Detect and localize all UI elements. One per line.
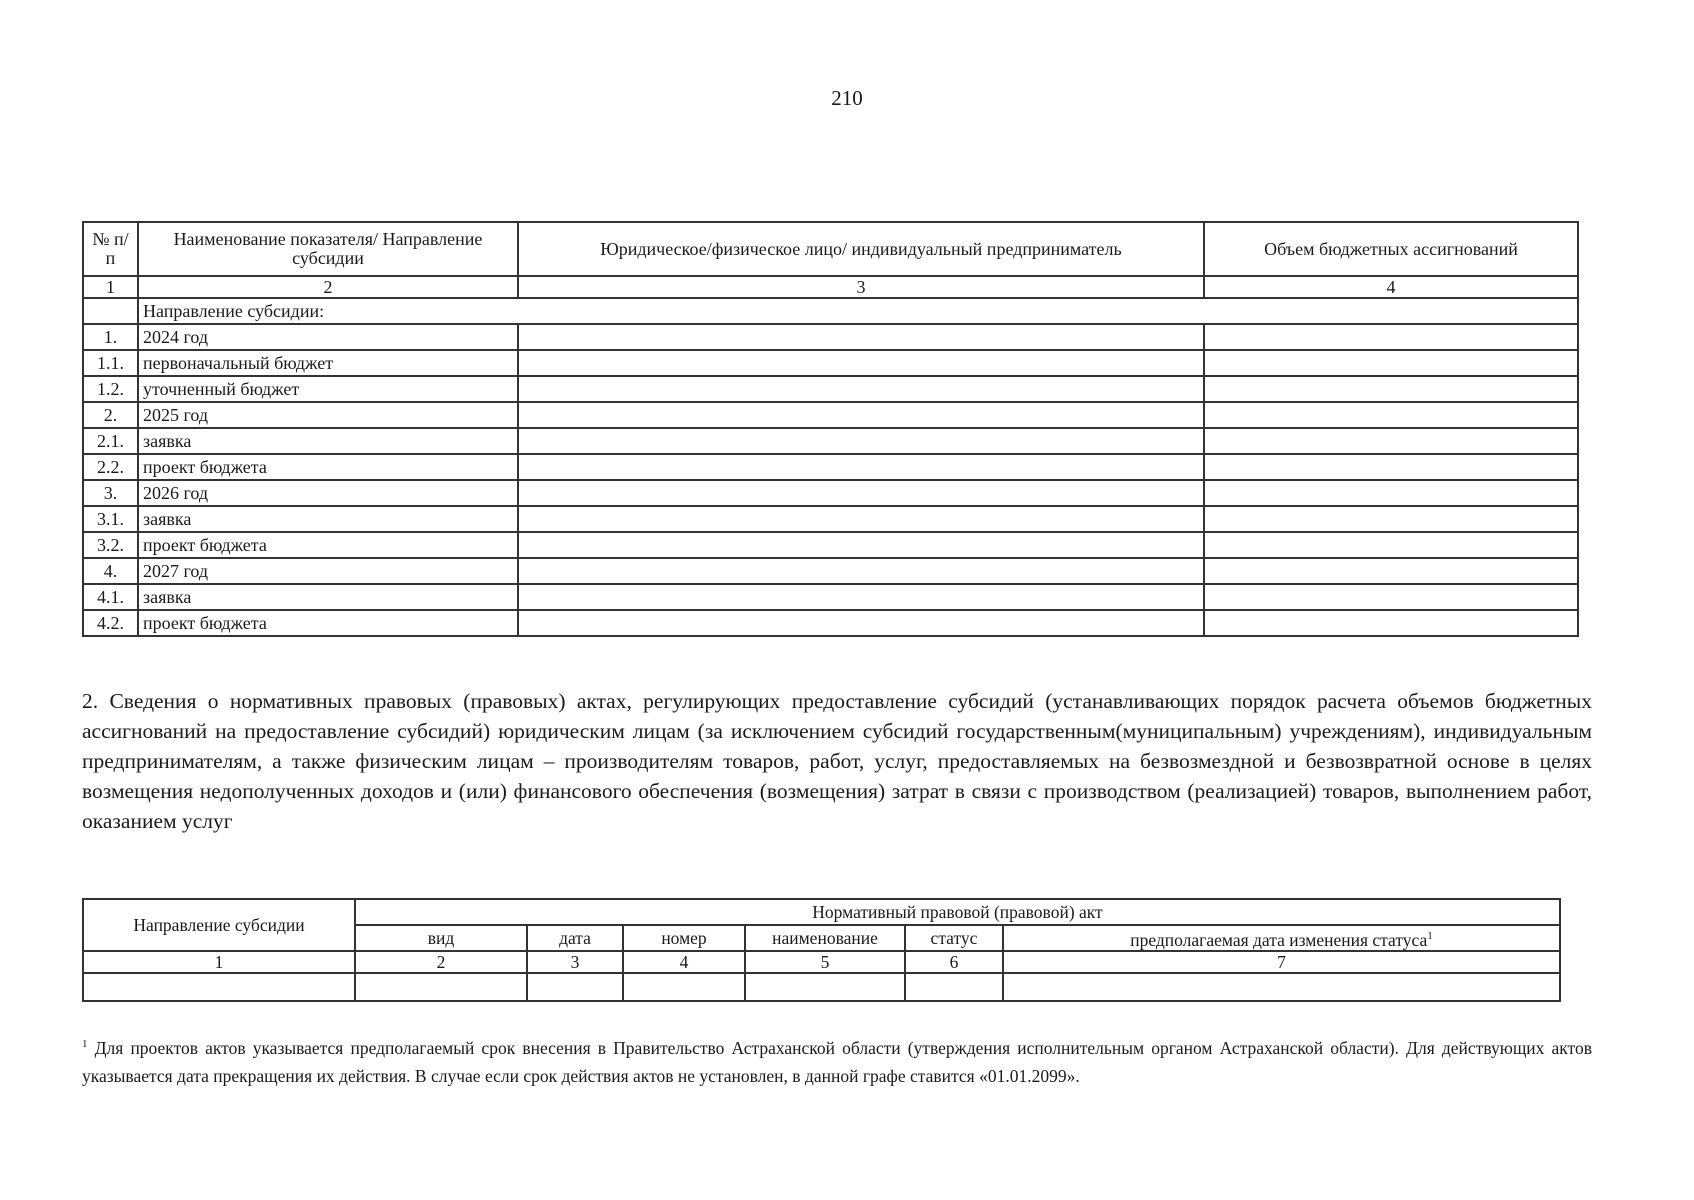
footnote: [82, 1030, 1592, 1090]
volume-cell: [1204, 506, 1578, 532]
row-label: 2026 год: [138, 480, 518, 506]
header-num: № п/п: [83, 222, 138, 276]
empty-cell: [527, 973, 623, 1001]
entity-cell: [518, 610, 1204, 636]
empty-cell: [623, 973, 745, 1001]
footnote-ref: 1: [1427, 930, 1433, 943]
table-row: [83, 402, 1578, 428]
volume-cell: [1204, 350, 1578, 376]
row-label: 2027 год: [138, 558, 518, 584]
row-label: первоначальный бюджет: [138, 350, 518, 376]
table-body: [83, 324, 1578, 636]
column-numbers-row: [83, 276, 1578, 298]
table-row: [83, 584, 1578, 610]
col-number: 4: [623, 951, 745, 973]
section-2-heading: 2. Сведения о нормативных правовых (правовых) актах, регулирующих предоставление субсидий (устанавливающих порядок расчета объемов бюджетных ассигнований на предоставление субсидий) юридическим лицам (за исключением субсидий государственным(муниципальным) учреждениям), индивидуальным предпринимателям, а также физическим лицам – производителям товаров, работ, услуг, предоставляемых на безвозмездной и безвозвратной основе в целях возмещения недополученных доходов и (или) финансового обеспечения (возмещения) затрат в связи с производством (реализацией) товаров, выполнением работ, оказанием услуг: [82, 689, 1592, 833]
table-row: [83, 532, 1578, 558]
row-number: 4.1.: [83, 584, 138, 610]
row-number: 1.: [83, 324, 138, 350]
entity-cell: [518, 402, 1204, 428]
row-label: 2025 год: [138, 402, 518, 428]
col-number: 6: [905, 951, 1003, 973]
header-entity: Юридическое/физическое лицо/ индивидуальный предприниматель: [518, 222, 1204, 276]
row-number: 1.1.: [83, 350, 138, 376]
row-number: 3.: [83, 480, 138, 506]
table-header-row: [83, 899, 1560, 925]
empty-cell: [83, 298, 138, 324]
table-row: [83, 506, 1578, 532]
header-status: статус: [905, 925, 1003, 951]
col-number: 1: [83, 951, 355, 973]
table-row: [83, 454, 1578, 480]
header-volume: Объем бюджетных ассигнований: [1204, 222, 1578, 276]
entity-cell: [518, 506, 1204, 532]
volume-cell: [1204, 584, 1578, 610]
header-name: Наименование показателя/ Направление субсидии: [138, 222, 518, 276]
col-number: 2: [138, 276, 518, 298]
table-row: [83, 610, 1578, 636]
row-label: уточненный бюджет: [138, 376, 518, 402]
entity-cell: [518, 532, 1204, 558]
row-label: проект бюджета: [138, 532, 518, 558]
table-row: [83, 558, 1578, 584]
row-label: проект бюджета: [138, 610, 518, 636]
entity-cell: [518, 480, 1204, 506]
col-number: 7: [1003, 951, 1560, 973]
footnote-marker: 1: [82, 1038, 88, 1050]
volume-cell: [1204, 532, 1578, 558]
row-number: 4.2.: [83, 610, 138, 636]
row-label: заявка: [138, 506, 518, 532]
entity-cell: [518, 376, 1204, 402]
header-direction: Направление субсидии: [83, 899, 355, 951]
row-label: заявка: [138, 428, 518, 454]
col-number: 2: [355, 951, 527, 973]
volume-cell: [1204, 480, 1578, 506]
volume-cell: [1204, 324, 1578, 350]
entity-cell: [518, 428, 1204, 454]
volume-cell: [1204, 454, 1578, 480]
legal-acts-table: [82, 898, 1561, 1002]
row-number: 2.2.: [83, 454, 138, 480]
volume-cell: [1204, 610, 1578, 636]
empty-cell: [355, 973, 527, 1001]
empty-cell: [83, 973, 355, 1001]
empty-cell: [1003, 973, 1560, 1001]
section-label: Направление субсидии:: [138, 298, 1578, 324]
col-number: 3: [518, 276, 1204, 298]
volume-cell: [1204, 558, 1578, 584]
row-label: проект бюджета: [138, 454, 518, 480]
header-expected-date: [1003, 925, 1560, 951]
volume-cell: [1204, 428, 1578, 454]
footnote-text: Для проектов актов указывается предполагаемый срок внесения в Правительство Астраханской области (утверждения исполнительным органом Астраханской области). Для действующих актов указывается дата прекращения их действия. В случае если срок действия актов не установлен, в данной графе ставится «01.01.2099».: [82, 1037, 1592, 1086]
expected-date-label: предполагаемая дата изменения статуса: [1130, 929, 1428, 950]
row-number: 1.2.: [83, 376, 138, 402]
row-number: 2.1.: [83, 428, 138, 454]
entity-cell: [518, 584, 1204, 610]
header-date: дата: [527, 925, 623, 951]
row-number: 4.: [83, 558, 138, 584]
header-kind: вид: [355, 925, 527, 951]
col-number: 5: [745, 951, 905, 973]
row-number: 3.2.: [83, 532, 138, 558]
col-number: 3: [527, 951, 623, 973]
entity-cell: [518, 454, 1204, 480]
table-row: [83, 324, 1578, 350]
column-numbers-row: [83, 951, 1560, 973]
col-number: 1: [83, 276, 138, 298]
volume-cell: [1204, 376, 1578, 402]
header-act-name: наименование: [745, 925, 905, 951]
row-number: 2.: [83, 402, 138, 428]
col-number: 4: [1204, 276, 1578, 298]
table-header-row: [83, 222, 1578, 276]
row-number: 3.1.: [83, 506, 138, 532]
entity-cell: [518, 558, 1204, 584]
table-row: [83, 428, 1578, 454]
table-row: [83, 376, 1578, 402]
row-label: 2024 год: [138, 324, 518, 350]
entity-cell: [518, 324, 1204, 350]
header-legal-act: Нормативный правовой (правовой) акт: [355, 899, 1560, 925]
header-number: номер: [623, 925, 745, 951]
table-row: [83, 350, 1578, 376]
subsidy-volume-table: [82, 221, 1579, 637]
page-number: 210: [831, 86, 863, 110]
empty-row: [83, 973, 1560, 1001]
entity-cell: [518, 350, 1204, 376]
empty-cell: [745, 973, 905, 1001]
empty-cell: [905, 973, 1003, 1001]
row-label: заявка: [138, 584, 518, 610]
section-row: [83, 298, 1578, 324]
table-row: [83, 480, 1578, 506]
volume-cell: [1204, 402, 1578, 428]
